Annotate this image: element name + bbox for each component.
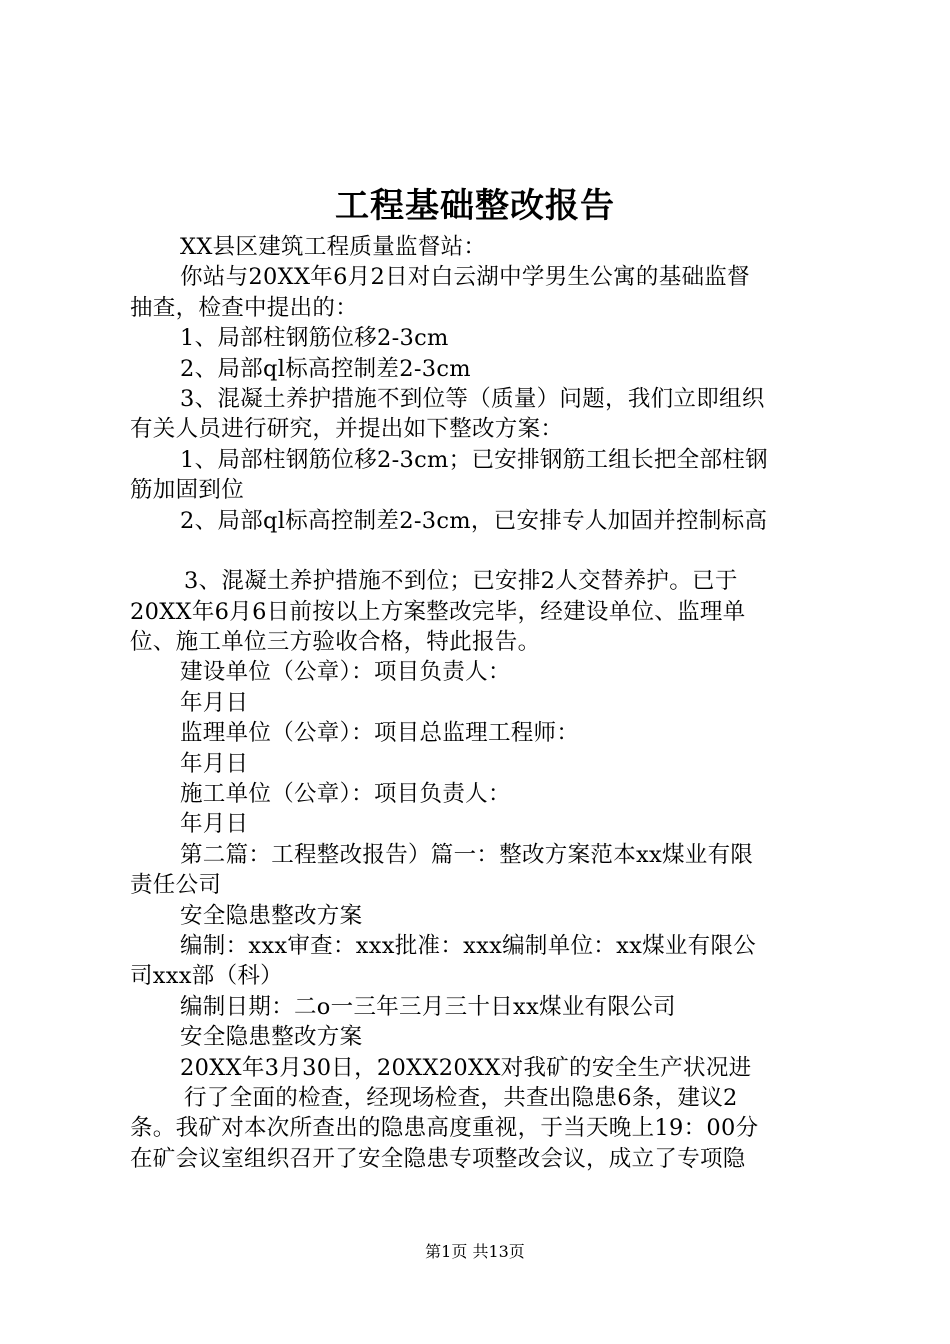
paragraph-line: 安全隐患整改方案 [180,1024,363,1051]
paragraph-line: 年月日 [180,689,249,716]
paragraph-line: 1、局部柱钢筋位移2-3cm [180,325,449,352]
paragraph-line: 监理单位（公章）：项目总监理工程师： [180,720,580,747]
paragraph-line: 编制日期：二o一三年三月三十日xx煤业有限公司 [180,993,676,1020]
paragraph-line: 责任公司 [130,872,222,899]
paragraph-line: XX县区建筑工程质量监督站： [180,234,487,260]
paragraph-line: 20XX年6月6日前按以上方案整改完毕，经建设单位、监理单 [130,598,746,625]
paragraph-line: 条。我矿对本次所查出的隐患高度重视，于当天晚上19：00分 [130,1115,759,1142]
paragraph-line: 年月日 [180,750,249,777]
document-body [130,232,830,1174]
paragraph-line: 司xxx部（科） [130,963,283,990]
paragraph-line: 第二篇：工程整改报告）篇一：整改方案范本xx煤业有限 [180,841,754,868]
paragraph-line: 2、局部ql标高控制差2-3cm [180,355,471,382]
paragraph-line: 2、局部ql标高控制差2-3cm，已安排专人加固并控制标高 [180,507,768,534]
paragraph-line: 筋加固到位 [130,477,245,504]
blank-line [130,536,830,566]
paragraph-line: 20XX年3月30日，20XX20XX对我矿的安全生产状况进 [180,1054,752,1081]
paragraph-line: 抽查，检查中提出的： [130,294,359,321]
paragraph-line: 在矿会议室组织召开了安全隐患专项整改会议，成立了专项隐 [130,1145,746,1172]
paragraph-line: 3、混凝土养护措施不到位等（质量）问题，我们立即组织 [180,385,765,412]
paragraph-line: 编制：xxx审查：xxx批准：xxx编制单位：xx煤业有限公 [180,932,757,959]
paragraph-line: 有关人员进行研究，并提出如下整改方案： [130,416,564,443]
paragraph-line: 施工单位（公章）：项目负责人： [180,781,511,808]
paragraph-line: 位、施工单位三方验收合格，特此报告。 [130,629,541,656]
paragraph-line: 安全隐患整改方案 [180,902,363,929]
paragraph-line: 行了全面的检查，经现场检查，共查出隐患6条，建议2 [184,1084,738,1111]
page-number-footer: 第1页 共13页 [425,1242,525,1261]
paragraph-line: 你站与20XX年6月2日对白云湖中学男生公寓的基础监督 [180,264,750,291]
document-title: 工程基础整改报告 [335,186,615,226]
paragraph-line: 建设单位（公章）：项目负责人： [180,659,511,686]
paragraph-line: 3、混凝土养护措施不到位；已安排2人交替养护。已于 [184,568,738,595]
paragraph-line: 1、局部柱钢筋位移2-3cm；已安排钢筋工组长把全部柱钢 [180,446,768,473]
paragraph-line: 年月日 [180,811,249,838]
